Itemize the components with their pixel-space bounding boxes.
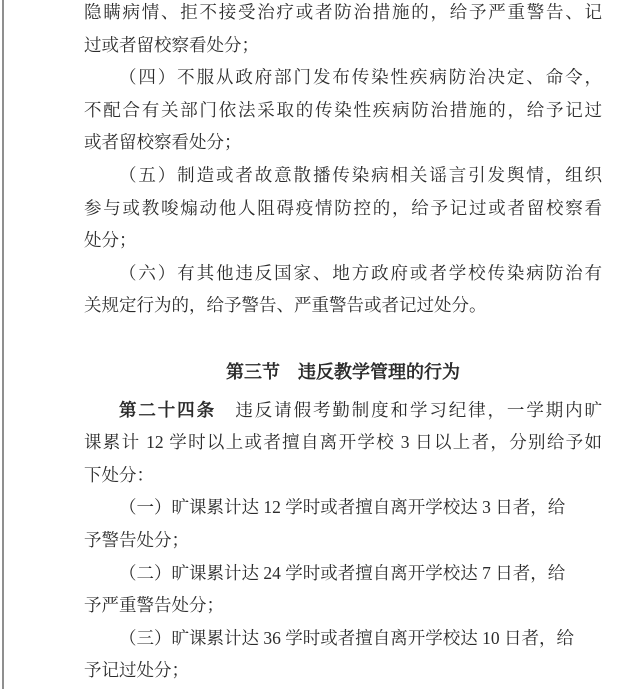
paragraph-line: 或者留校察看处分； xyxy=(84,132,242,153)
paragraph-line: （五）制造或者故意散播传染病相关谣言引发舆情，组织 xyxy=(119,164,602,185)
paragraph-line: 予记过处分； xyxy=(84,660,189,681)
paragraph-line: 参与或教唆煽动他人阻碍疫情防控的，给予记过或者留校察看 xyxy=(84,197,602,218)
paragraph-line: 过或者留校察看处分； xyxy=(84,34,259,55)
paragraph-line: （二）旷课累计达 24 学时或者擅自离开学校达 7 日者，给 xyxy=(119,562,566,583)
article-opening-line xyxy=(84,394,602,427)
paragraph-line: 予严重警告处分； xyxy=(84,595,224,616)
section-heading: 第三节 违反教学管理的行为 xyxy=(226,361,460,382)
paragraph-line: （三）旷课累计达 36 学时或者擅自离开学校达 10 日者，给 xyxy=(119,627,574,648)
document-content xyxy=(84,0,602,687)
paragraph-line: （六）有其他违反国家、地方政府或者学校传染病防治有 xyxy=(119,262,602,283)
article-intro-text: 违反请假考勤制度和学习纪律，一学期内旷 xyxy=(215,399,603,420)
paragraph-line: 隐瞒病情、拒不接受治疗或者防治措施的，给予严重警告、记 xyxy=(84,2,602,22)
paragraph-line: 不配合有关部门依法采取的传染性疾病防治措施的，给予记过 xyxy=(84,99,602,120)
paragraph-line: 关规定行为的，给予警告、严重警告或者记过处分。 xyxy=(84,295,487,316)
paragraph-line: 予警告处分； xyxy=(84,529,189,550)
paragraph-line: （一）旷课累计达 12 学时或者擅自离开学校达 3 日者，给 xyxy=(119,497,566,518)
article-number: 第二十四条 xyxy=(119,399,216,420)
paragraph-line: 课累计 12 学时以上或者擅自离开学校 3 日以上者，分别给予如 xyxy=(84,432,602,453)
paragraph-line: （四）不服从政府部门发布传染性疾病防治决定、命令， xyxy=(119,67,602,88)
paragraph-line: 处分； xyxy=(84,230,137,251)
page-left-border xyxy=(2,0,4,689)
paragraph-line: 下处分： xyxy=(84,464,154,485)
